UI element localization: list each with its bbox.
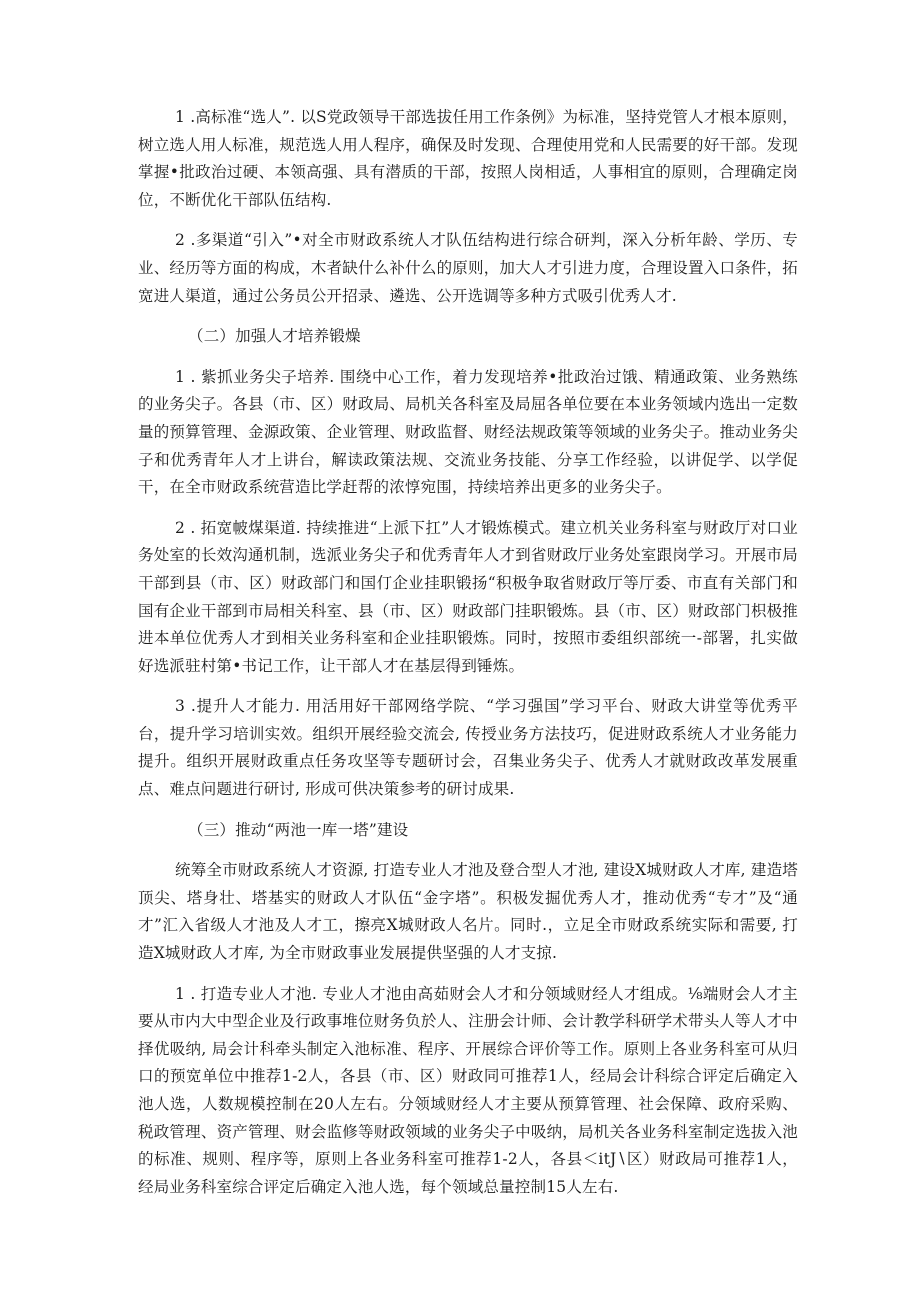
document-page	[138, 104, 798, 1214]
paragraph-select-talent: 1 .高标准“选人”. 以S党政领导干部选拔任用工作条例》为标准，坚持党管人才根本原则，树立选人用人标准，规范选人用人程序，确保及时发现、合理使用党和人民需要的好干部。发现掌握•批政治过硬、本领高强、具有潜质的干部，按照人岗相适，人事相宜的原则，合理确定岗位，不断优化干部队伍结构.	[138, 108, 798, 209]
paragraph-introduce-talent: 2 .多渠道“引入”•对全市财政系统人才队伍结构进行综合研判，深入分析年龄、学历、专业、经历等方面的构成，木者缺什么补什么的原则，加大人才引进力度，合理设置入口条件，拓宽进人渠道，通过公务员公开招录、遴选、公开选调等多种方式吸引优秀人才.	[138, 231, 798, 305]
paragraph-business-experts: 1 . 紫抓业务尖子培养. 围绕中心工作，着力发现培养•批政治过饿、精通政策、业务熟练的业务尖子。各县（市、区）财政局、局机关各科室及局屈各单位要在本业务领域内选出一定数量的预算管理、金源政策、企业管理、财政监督、财经法规政策等领域的业务尖子。推动业务尖子和优秀青年人才上讲台，解读政策法规、交流业务技能、分享工作经验，以讲促学、以学促干，在全市财政系统营造比学赶帮的浓惇宛围，持续培养出更多的业务尖子。	[138, 367, 798, 497]
paragraph-training-channels: 2 . 拓宽帔煤渠道. 持续推进“上派下扛”人才锻炼模式。建立机关业务科室与财政厅对口业务处室的长效沟通机制，选派业务尖子和优秀青年人才到省财政厅业务处室跟岗学习。开展市局干部到县（市、区）财政部门和国仃企业挂职锻扬“积极争取省财政厅等厅委、市直有关部门和国有企业干部到市局相关科室、县（市、区）财政部门挂职锻炼。县（市、区）财政部门枳极推进本单位优秀人才到相关业务科室和企业挂职锻炼。同时，按照市委组织部统一-部署，扎实做好选派驻村第•书记工作，让干部人才在基层得到锤炼。	[138, 518, 798, 675]
section-heading-two-pools: （三）推动“两池一库一塔”建设	[188, 820, 409, 839]
paragraph-overall-planning: 统筹全市财政系统人才资源, 打造专业人才池及登合型人才池, 建设X城财政人才库, 建造塔顶尖、塔身壮、塔基实的财政人才队伍“金字塔”。积极发掘优秀人才，推动优秀“专才”及“通才”汇入省级人才池及人才工，擦亮X城财政人名片。同时.，立足全市财政系统实际和需要, 打造X城财政人才库, 为全市财政事业发展提供坚强的人才支掠.	[138, 861, 798, 963]
section-heading-cultivation: （二）加强人才培养锻燥	[188, 327, 361, 346]
paragraph-professional-pool: 1 . 打造专业人才池. 专业人才池由高茹财会人才和分领域财经人才组成。⅛端财会人才主要从市内大中型企业及行政事堆位财务负於人、注册会计师、会计教学科研学术带头人等人才中择优吸纳, 局会计科牵头制定入池标准、程序、开展综合评价等工作。原则上各业务科室可从归口的预宽单位中推荐1-2人，各县（市、区）财政同可推荐1人，经局会计科综合评定后确定入池人选，人数规模控制在20人左右。分领域财经人才主要从预算管理、社会保障、政府采购、税政管理、资产管理、财会监修等财政领域的业务尖子中吸纳，局机关各业务科室制定选拔入池的标准、规则、程序等，原则上各业务科室可推荐1-2人，各县＜itJ∖区）财政局可推荐1人，经局业务科室综合评定后确定入池人选，每个领域总量控制15人左右.	[138, 984, 798, 1196]
paragraph-talent-ability: 3 .提升人才能力. 用活用好干部网络学院、“学习强国”学习平台、财政大讲堂等优秀平台，提升学习培训实效。组织开展经验交流会, 传授业务方法技巧，促进财政系统人才业务能力提升。组织开展财政重点任务攻坚等专题研讨会，召集业务尖子、优秀人才就财政改革发展重点、难点问题进行研讨, 形成可供决策参考的研讨成果.	[138, 697, 798, 799]
